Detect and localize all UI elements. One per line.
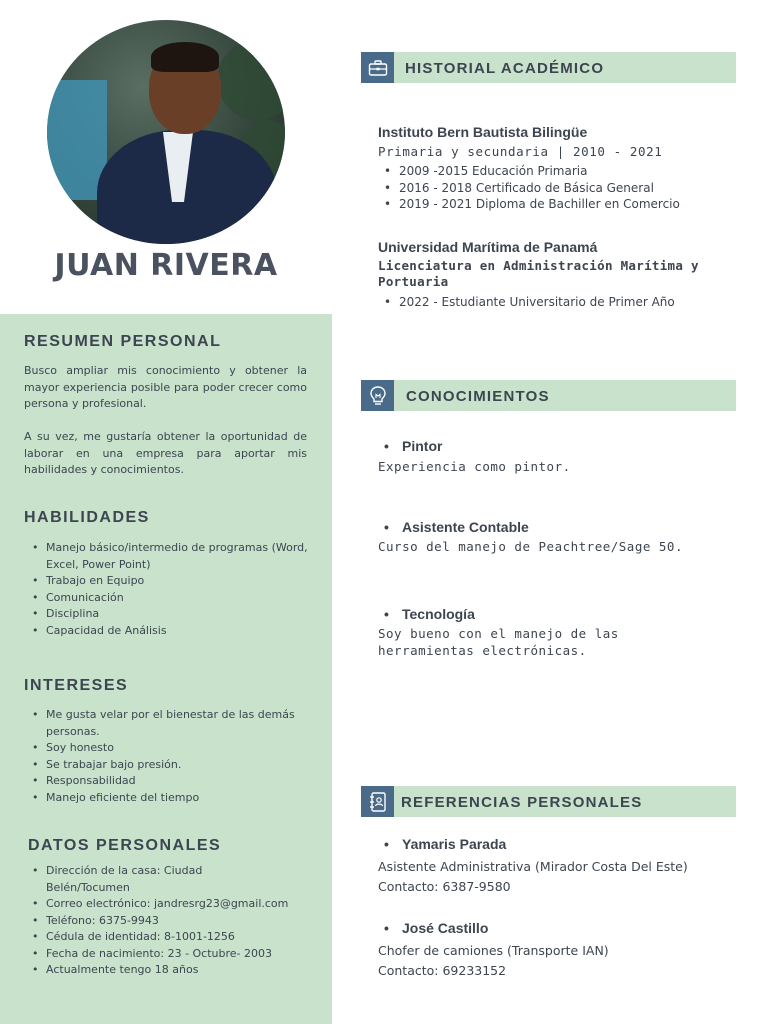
intereses-heading: INTERESES (24, 677, 129, 694)
conocimiento-item-desc: Soy bueno con el manejo de las herramientas electrónicas. (378, 626, 619, 658)
resumen-paragraph-1: Busco ampliar mis conocimiento y obtener la mayor experiencia posible para poder crecer como persona y profesional. (24, 364, 307, 410)
candidate-name: JUAN RIVERA (54, 248, 278, 283)
list-item: • Correo electrónico: jandresrg23@gmail.com (24, 896, 316, 913)
list-item: • Capacidad de Análisis (24, 623, 316, 640)
reference-contact: Contacto: 69233152 (378, 963, 507, 978)
reference-name: • Yamaris Parada (384, 836, 507, 852)
list-item: • Se trabajar bajo presión. (24, 757, 316, 774)
list-item: • Manejo eficiente del tiempo (24, 790, 316, 807)
school1-level: Primaria y secundaria | 2010 - 2021 (378, 144, 663, 159)
reference-role: Chofer de camiones (Transporte IAN) (378, 943, 609, 958)
conocimiento-item-title: • Tecnología (384, 606, 475, 622)
datos-list (24, 863, 316, 979)
conocimientos-title: CONOCIMIENTOS (406, 388, 550, 405)
profile-photo (47, 20, 285, 244)
briefcase-icon (361, 52, 394, 83)
list-item: • Disciplina (24, 606, 316, 623)
list-item: • Responsabilidad (24, 773, 316, 790)
reference-name-text: Yamaris Parada (402, 836, 507, 852)
reference-role: Asistente Administrativa (Mirador Costa Del Este) (378, 859, 688, 874)
list-item: • Manejo básico/intermedio de programas (Word, Excel, Power Point) (24, 540, 316, 573)
school2-list (378, 294, 728, 311)
photo-hair (151, 42, 219, 72)
reference-contact: Contacto: 6387-9580 (378, 879, 511, 894)
address-book-icon (361, 786, 394, 817)
lightbulb-icon (361, 380, 394, 411)
reference-name: • José Castillo (384, 920, 489, 936)
conocimiento-title-text: Pintor (402, 438, 443, 454)
referencias-section-header (361, 786, 736, 817)
conocimiento-title-text: Asistente Contable (402, 519, 529, 535)
school1-list (378, 163, 728, 213)
habilidades-heading: HABILIDADES (24, 509, 150, 526)
list-item: • Actualmente tengo 18 años (24, 962, 316, 979)
intereses-list (24, 707, 316, 806)
resumen-heading: RESUMEN PERSONAL (24, 333, 222, 350)
habilidades-list (24, 540, 316, 639)
list-item: • Fecha de nacimiento: 23 - Octubre- 2003 (24, 946, 316, 963)
photo-background-foliage (217, 40, 285, 120)
school1-name: Instituto Bern Bautista Bilingüe (378, 124, 588, 140)
reference-name-text: José Castillo (402, 920, 489, 936)
school2-degree: Licenciatura en Administración Marítima y Portuaria (378, 258, 699, 289)
conocimiento-item-desc: Curso del manejo de Peachtree/Sage 50. (378, 539, 683, 554)
conocimiento-item-title: • Pintor (384, 438, 443, 454)
list-item: • Dirección de la casa: Ciudad Belén/Tocumen (24, 863, 316, 896)
list-item: • Comunicación (24, 590, 316, 607)
list-item: • Teléfono: 6375-9943 (24, 913, 316, 930)
list-item: • Cédula de identidad: 8-1001-1256 (24, 929, 316, 946)
datos-heading: DATOS PERSONALES (28, 837, 222, 854)
resumen-paragraph-2: A su vez, me gustaría obtener la oportunidad de laborar en una empresa para aportar mis habilidades y conocimientos. (24, 430, 307, 476)
list-item: • 2009 -2015 Educación Primaria (378, 163, 728, 180)
referencias-title: REFERENCIAS PERSONALES (401, 794, 643, 811)
list-item: • Me gusta velar por el bienestar de las demás personas. (24, 707, 316, 740)
historial-title: HISTORIAL ACADÉMICO (405, 60, 605, 77)
list-item: • 2016 - 2018 Certificado de Básica General (378, 180, 728, 197)
school2-name: Universidad Marítima de Panamá (378, 239, 598, 255)
list-item: • Soy honesto (24, 740, 316, 757)
conocimientos-section-header (361, 380, 736, 411)
historial-section-header (361, 52, 736, 83)
list-item: • 2019 - 2021 Diploma de Bachiller en Comercio (378, 196, 728, 213)
conocimiento-item-desc: Experiencia como pintor. (378, 459, 571, 474)
list-item: • 2022 - Estudiante Universitario de Primer Año (378, 294, 728, 311)
list-item: • Trabajo en Equipo (24, 573, 316, 590)
conocimiento-title-text: Tecnología (402, 606, 475, 622)
conocimiento-item-title: • Asistente Contable (384, 519, 529, 535)
